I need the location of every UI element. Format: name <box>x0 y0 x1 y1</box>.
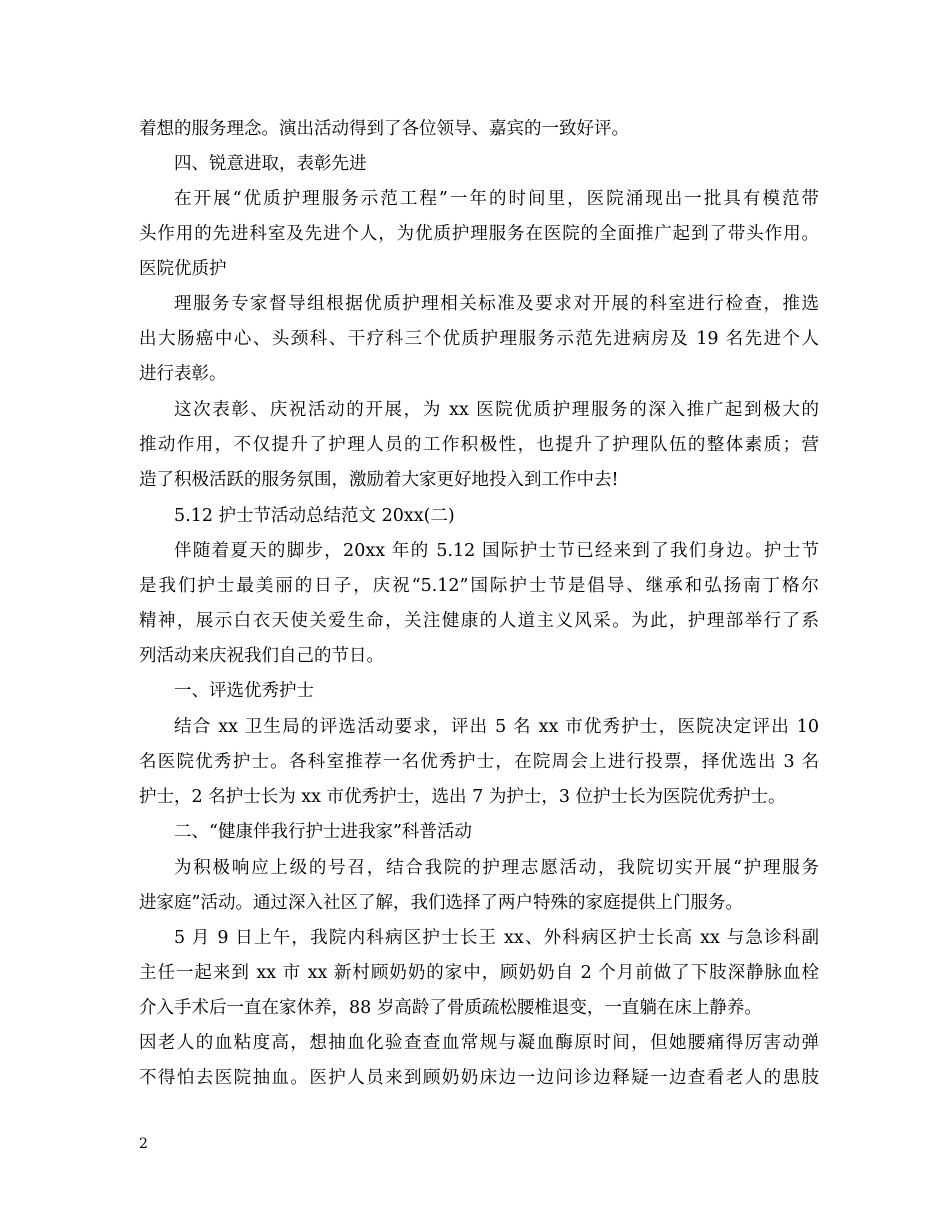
text-line: 列活动来庆祝我们自己的节日。 <box>139 646 384 666</box>
text-line: 推动作用，不仅提升了护理人员的工作积极性，也提升了护理队伍的整体素质；营 <box>139 435 819 455</box>
article-subtitle: 5.12 护士节活动总结范文 20xx(二) <box>174 506 455 526</box>
text-line: 进行表彰。 <box>139 364 227 384</box>
text-line: 名医院优秀护士。各科室推荐一名优秀护士，在院周会上进行投票，择优选出 3 名 <box>139 752 819 772</box>
text-line: 这次表彰、庆祝活动的开展，为 xx 医院优质护理服务的深入推广起到极大的 <box>174 400 819 420</box>
text-line: 医院优质护 <box>139 259 227 279</box>
text-line: 护士，2 名护士长为 xx 市优秀护士，选出 7 为护士，3 位护士长为医院优秀护士。 <box>139 787 786 807</box>
section-heading: 二、“健康伴我行护士进我家”科普活动 <box>174 822 472 842</box>
page-number: 2 <box>139 1136 148 1152</box>
text-line: 结合 xx 卫生局的评选活动要求，评出 5 名 xx 市优秀护士，医院决定评出 10 <box>174 717 819 737</box>
text-line: 着想的服务理念。演出活动得到了各位领导、嘉宾的一致好评。 <box>139 119 629 139</box>
text-line: 5 月 9 日上午，我院内科病区护士长王 xx、外科病区护士长高 xx 与急诊科副 <box>174 928 819 948</box>
text-line: 不得怕去医院抽血。医护人员来到顾奶奶床边一边问诊边释疑一边查看老人的患肢 <box>139 1068 819 1088</box>
text-line: 精神，展示白衣天使关爱生命，关注健康的人道主义风采。为此，护理部举行了系 <box>139 611 819 631</box>
text-line: 出大肠癌中心、头颈科、干疗科三个优质护理服务示范先进病房及 19 名先进个人 <box>139 329 819 349</box>
text-line: 进家庭”活动。通过深入社区了解，我们选择了两户特殊的家庭提供上门服务。 <box>139 893 743 913</box>
text-line: 为积极响应上级的号召，结合我院的护理志愿活动，我院切实开展“护理服务 <box>174 858 819 878</box>
text-line: 在开展“优质护理服务示范工程”一年的时间里，医院涌现出一批具有模范带 <box>174 189 819 209</box>
text-line: 是我们护士最美丽的日子，庆祝“5.12”国际护士节是倡导、继承和弘扬南丁格尔 <box>139 576 819 596</box>
text-line: 因老人的血粘度高，想抽血化验查查血常规与凝血酶原时间，但她腰痛得厉害动弹 <box>139 1033 819 1053</box>
text-line: 造了积极活跃的服务氛围，激励着大家更好地投入到工作中去! <box>139 470 619 490</box>
text-line: 主任一起来到 xx 市 xx 新村顾奶奶的家中，顾奶奶自 2 个月前做了下肢深静脉血栓 <box>139 963 819 983</box>
text-line: 伴随着夏天的脚步，20xx 年的 5.12 国际护士节已经来到了我们身边。护士节 <box>174 541 819 561</box>
section-heading: 一、评选优秀护士 <box>174 681 314 701</box>
text-line: 介入手术后一直在家休养，88 岁高龄了骨质疏松腰椎退变，一直躺在床上静养。 <box>139 998 762 1018</box>
text-line: 头作用的先进科室及先进个人，为优质护理服务在医院的全面推广起到了带头作用。 <box>139 224 819 244</box>
section-heading: 四、锐意进取，表彰先进 <box>174 154 367 174</box>
text-line: 理服务专家督导组根据优质护理相关标准及要求对开展的科室进行检查，推选 <box>174 294 819 314</box>
